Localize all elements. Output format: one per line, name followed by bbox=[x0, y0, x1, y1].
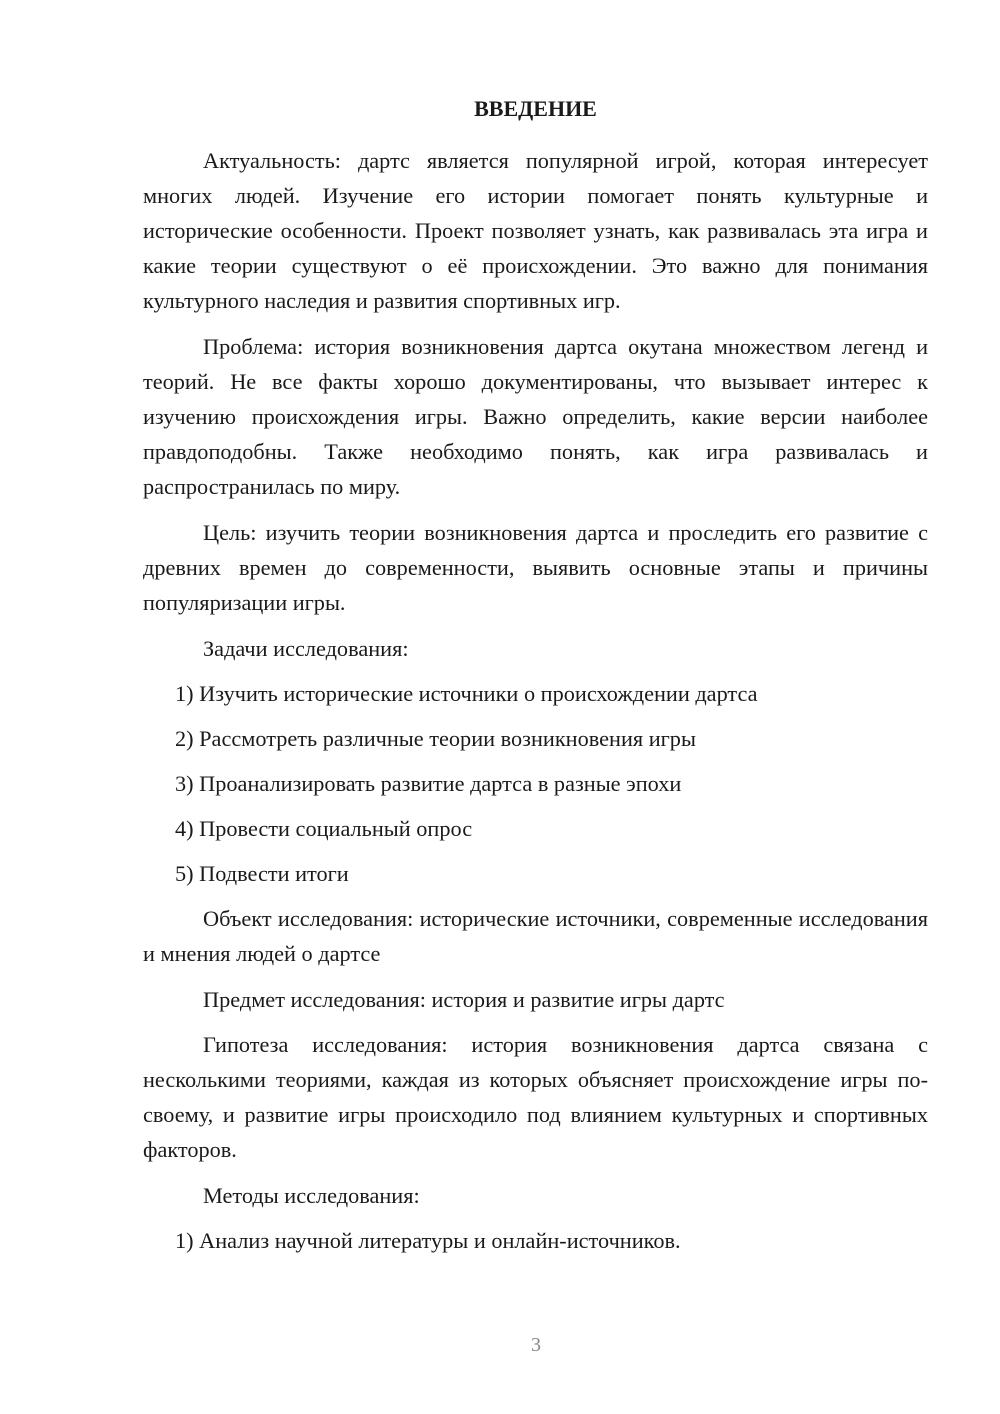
tasks-list bbox=[143, 676, 928, 891]
tasks-heading: Задачи исследования: bbox=[203, 636, 409, 661]
goal-paragraph: Цель: изучить теории возникновения дартса и проследить его развитие с древних времен до современности, выявить основные этапы и причины популяризации игры. bbox=[143, 520, 928, 615]
list-item: 1) Изучить исторические источники о происхождении дартса bbox=[175, 681, 758, 706]
list-item: 4) Провести социальный опрос bbox=[175, 816, 473, 841]
relevance-paragraph: Актуальность: дартс является популярной игрой, которая интересует многих людей. Изучение его истории помогает понять культурные и исторические особенности. Проект позволяет узнать, как развивалась эта игра и какие теории существуют о её происхождении. Это важно для понимания культурного наследия и развития спортивных игр. bbox=[143, 148, 928, 313]
hypothesis-paragraph: Гипотеза исследования: история возникновения дартса связана с несколькими теориями, каждая из которых объясняет происхождение игры по-своему, и развитие игры происходило под влиянием культурных и спортивных факторов. bbox=[143, 1032, 928, 1162]
list-item: 1) Анализ научной литературы и онлайн-источников. bbox=[175, 1228, 681, 1253]
list-item: 5) Подвести итоги bbox=[175, 861, 349, 886]
list-item: 2) Рассмотреть различные теории возникновения игры bbox=[175, 726, 696, 751]
subject-paragraph: Предмет исследования: история и развитие игры дартс bbox=[203, 987, 725, 1012]
methods-list bbox=[143, 1223, 928, 1258]
problem-paragraph: Проблема: история возникновения дартса окутана множеством легенд и теорий. Не все факты хорошо документированы, что вызывает интерес к изучению происхождения игры. Важно определить, какие версии наиболее правдоподобны. Также необходимо понять, как игра развивалась и распространилась по миру. bbox=[143, 334, 928, 499]
object-paragraph: Объект исследования: исторические источники, современные исследования и мнения людей о дартсе bbox=[143, 906, 928, 966]
methods-heading: Методы исследования: bbox=[203, 1183, 420, 1208]
page-title: ВВЕДЕНИЕ bbox=[474, 96, 597, 121]
page-number: 3 bbox=[531, 1334, 541, 1356]
list-item: 3) Проанализировать развитие дартса в разные эпохи bbox=[175, 771, 682, 796]
page-content bbox=[143, 92, 928, 1268]
